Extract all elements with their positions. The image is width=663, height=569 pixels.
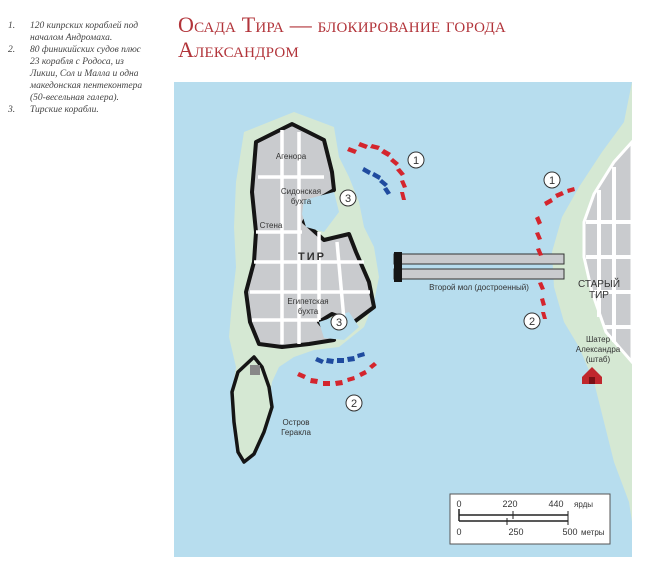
legend-number: 3. (8, 105, 16, 115)
label-heracles-1: Остров (282, 418, 310, 427)
svg-text:1: 1 (548, 175, 556, 187)
label-agenora: Агенора (275, 152, 307, 161)
page-title (178, 12, 506, 62)
scale-bar (450, 494, 610, 544)
scale-yards-440: 440 (548, 499, 564, 509)
label-egypt-bay-2: бухта (297, 307, 319, 316)
legend-item-1 (8, 20, 173, 44)
legend-text: (50-весельная галера). (30, 93, 119, 103)
legend-text: македонская пентеконтера (30, 81, 143, 91)
scale-yards-0: 0 (456, 499, 462, 509)
label-heracles-2: Геракла (281, 428, 311, 437)
label-egypt-bay-1: Египетская (287, 297, 329, 306)
title-line-2: Александром (178, 37, 299, 62)
legend-text: началом Андромаха. (30, 33, 113, 43)
svg-text:1: 1 (412, 155, 420, 167)
label-sidon-bay-1: Сидонская (280, 187, 322, 196)
scale-meters-unit: метры (581, 528, 605, 537)
label-wall: Стена (259, 221, 283, 230)
marker-2-south (346, 395, 362, 411)
marker-1-east (544, 172, 560, 188)
siege-map (174, 82, 632, 557)
legend-list (8, 20, 173, 116)
scale-meters-0: 0 (456, 527, 462, 537)
legend-text: 23 корабля с Родоса, из (30, 57, 124, 67)
marker-2-east (524, 313, 540, 329)
svg-text:3: 3 (335, 317, 343, 329)
legend-text: Тирские корабли. (30, 105, 99, 115)
label-tyre: ТИР (298, 251, 326, 263)
label-tent-3: (штаб) (585, 355, 611, 364)
marker-3-south (331, 314, 347, 330)
legend-number: 1. (8, 21, 16, 31)
scale-meters-250: 250 (508, 527, 524, 537)
label-tent-2: Александра (575, 345, 621, 354)
label-sidon-bay-2: бухта (290, 197, 312, 206)
svg-text:2: 2 (350, 398, 358, 410)
legend-text: 120 кипрских кораблей под (30, 21, 139, 31)
legend-text: Ликии, Сол и Малла и одна (30, 69, 139, 79)
marker-1-north (408, 152, 424, 168)
legend-item-3 (8, 104, 173, 116)
legend-item-2 (8, 44, 173, 104)
title-line-1: Осада Тира — блокирование города (178, 12, 506, 37)
scale-meters-500: 500 (562, 527, 578, 537)
label-old-tyre-1: СТАРЫЙ (577, 279, 621, 290)
label-tent-1: Шатер (585, 335, 611, 344)
legend-text: 80 финикийских судов плюс (30, 45, 141, 55)
scale-yards-220: 220 (502, 499, 518, 509)
label-old-tyre-2: ТИР (589, 290, 609, 301)
svg-text:2: 2 (528, 316, 536, 328)
marker-3-north (340, 190, 356, 206)
scale-yards-unit: ярды (574, 500, 594, 509)
heracles-tower (250, 365, 260, 375)
label-second-mole: Второй мол (достроенный) (429, 283, 529, 292)
legend-number: 2. (8, 45, 16, 55)
svg-text:3: 3 (344, 193, 352, 205)
